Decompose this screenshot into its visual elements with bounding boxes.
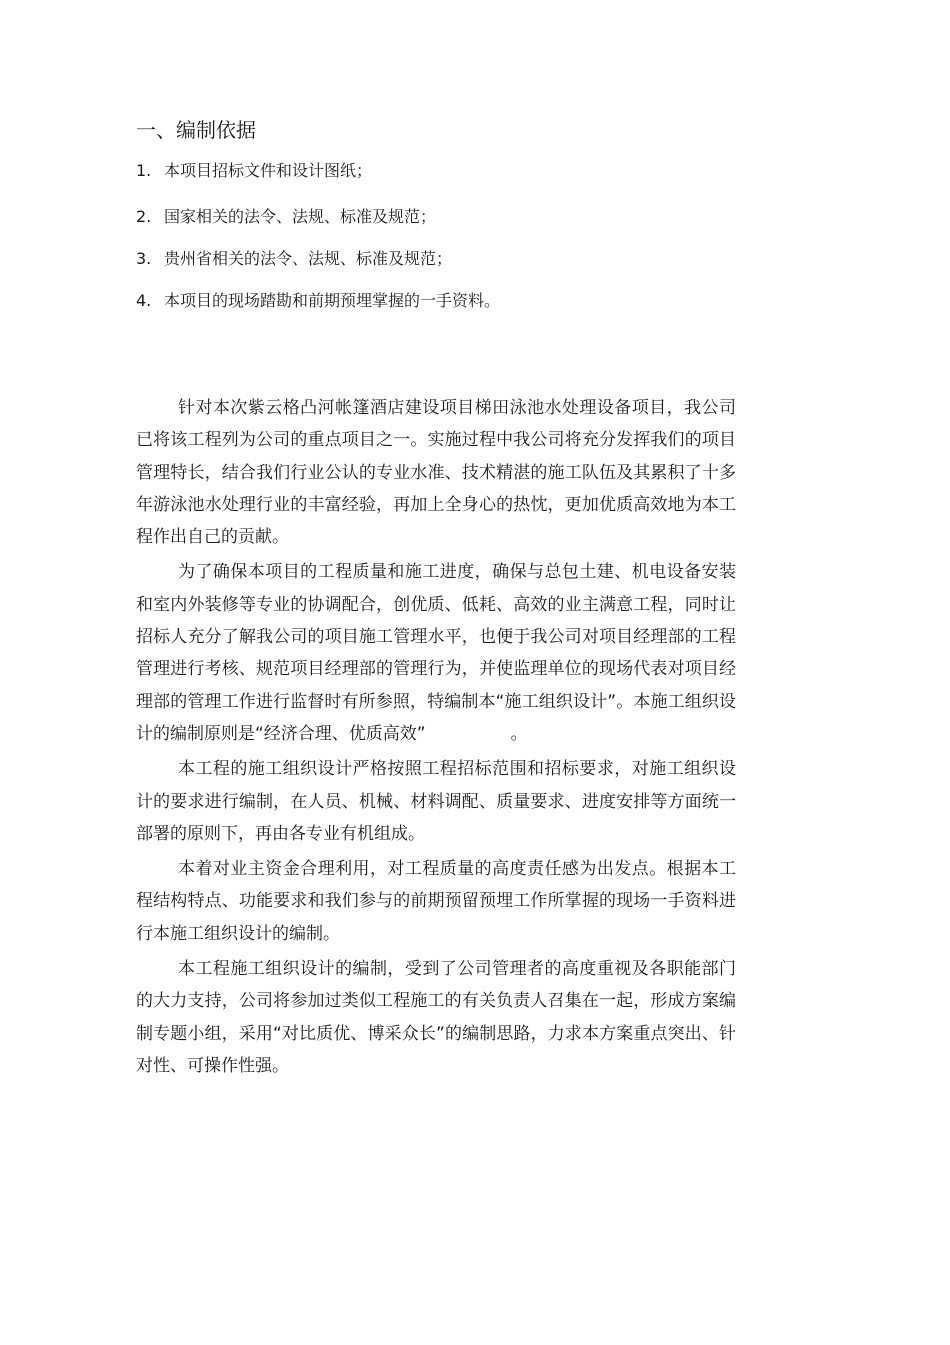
list-item-number: 3. — [136, 249, 152, 268]
list-item-number: 1. — [136, 161, 152, 180]
list-item-text: 本项目的现场踏勘和前期预埋掌握的一手资料。 — [164, 291, 501, 310]
list-item-text: 贵州省相关的法令、法规、标准及规范； — [164, 249, 453, 268]
list-item-number: 2. — [136, 207, 152, 226]
paragraph: 针对本次紫云格凸河帐篷酒店建设项目梯田泳池水处理设备项目，我公司已将该工程列为公司的重点项目之一。实施过程中我公司将充分发挥我们的项目管理特长，结合我们行业公认的专业水准、技术精湛的施工队伍及其累积了十多年游泳池水处理行业的丰富经验，再加上全身心的热忱，更加优质高效地为本工程作出自己的贡献。 — [136, 398, 736, 548]
basis-list — [136, 160, 500, 312]
list-item — [136, 228, 500, 270]
list-item — [136, 270, 500, 312]
list-item-text: 国家相关的法令、法规、标准及规范； — [164, 207, 437, 226]
list-item-text: 本项目招标文件和设计图纸； — [164, 161, 373, 180]
paragraph: 本工程的施工组织设计严格按照工程招标范围和招标要求，对施工组织设计的要求进行编制，在人员、机械、材料调配、质量要求、进度安排等方面统一部署的原则下，再由各专业有机组成。 — [136, 759, 736, 844]
section-heading: 一、编制依据 — [136, 118, 256, 142]
list-item — [136, 160, 500, 186]
body-text — [136, 392, 736, 1085]
paragraph: 为了确保本项目的工程质量和施工进度，确保与总包土建、机电设备安装和室内外装修等专业的协调配合，创优质、低耗、高效的业主满意工程，同时让招标人充分了解我公司的项目施工管理水平，也便于我公司对项目经理部的工程管理进行考核、规范项目经理部的管理行为，并使监理单位的现场代表对项目经理部的管理工作进行监督时有所参照，特编制本“施工组织设计”。本施工组织设计的编制原则是“经济合理、优质高效” 。 — [136, 562, 736, 744]
paragraph: 本工程施工组织设计的编制，受到了公司管理者的高度重视及各职能部门的大力支持，公司将参加过类似工程施工的有关负责人召集在一起，形成方案编制专题小组，采用“对比质优、博采众长”的编制思路，力求本方案重点突出、针对性、可操作性强。 — [136, 959, 736, 1076]
list-item — [136, 186, 500, 228]
list-item-number: 4. — [136, 291, 152, 310]
paragraph: 本着对业主资金合理利用，对工程质量的高度责任感为出发点。根据本工程结构特点、功能要求和我们参与的前期预留预埋工作所掌握的现场一手资料进行本施工组织设计的编制。 — [136, 859, 736, 944]
